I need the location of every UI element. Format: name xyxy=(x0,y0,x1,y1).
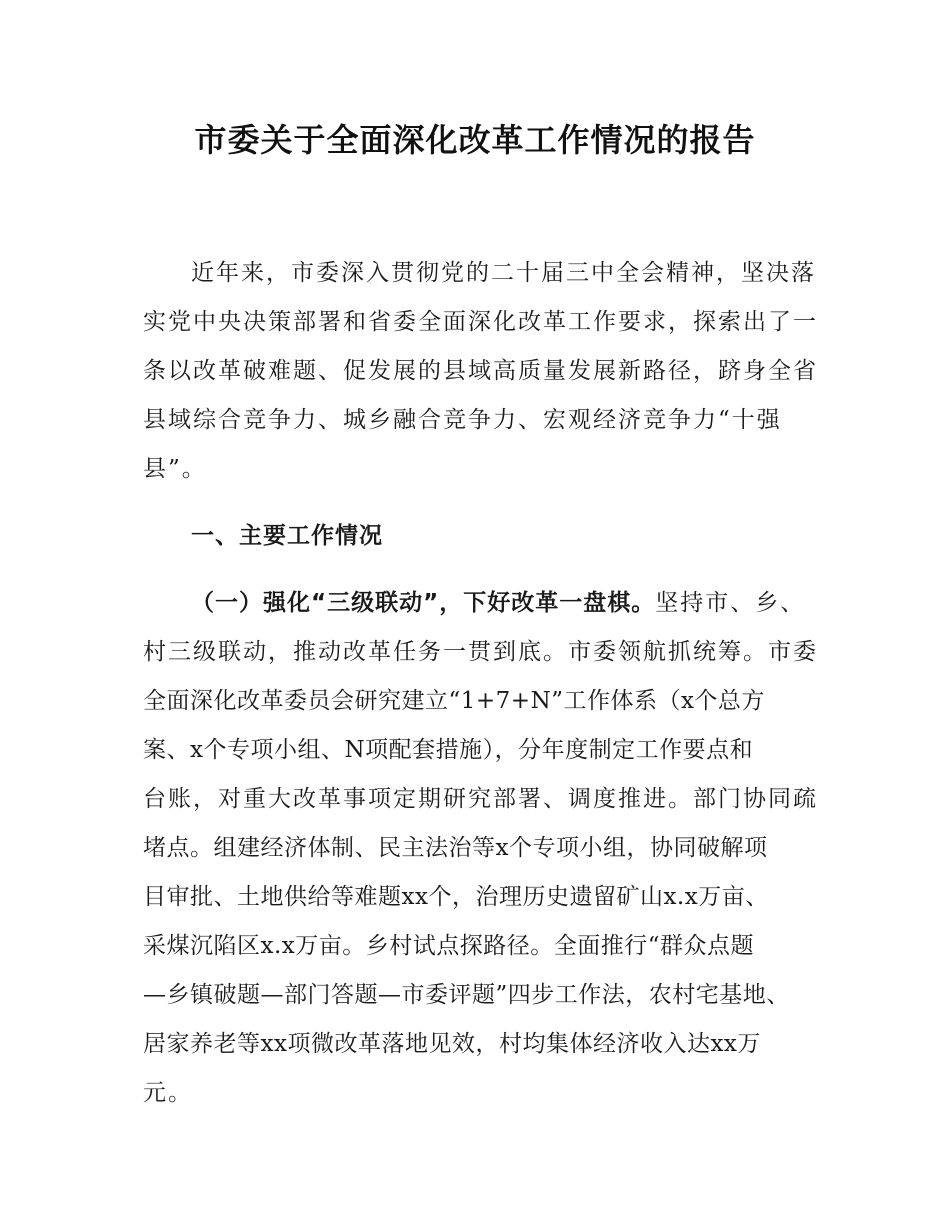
document-title: 市委关于全面深化改革工作情况的报告 xyxy=(194,121,756,159)
subsection-line-4: 案、x个专项小组、N项配套措施），分年度制定工作要点和 xyxy=(143,737,754,763)
subsection-line-7: 目审批、土地供给等难题xx个，治理历史遗留矿山x.x万亩、 xyxy=(143,884,769,910)
subsection-lead: （一）强化“三级联动”，下好改革一盘棋。 xyxy=(191,590,656,616)
subsection-line-3: 全面深化改革委员会研究建立“1+7+N”工作体系（x个总方 xyxy=(143,688,765,714)
section-heading: 一、主要工作情况 xyxy=(191,523,383,549)
intro-line-1: 近年来，市委深入贯彻党的二十届三中全会精神，坚决落 xyxy=(191,260,816,286)
subsection-line-5: 台账，对重大改革事项定期研究部署、调度推进。部门协同疏 xyxy=(143,786,818,812)
intro-line-3: 条以改革破难题、促发展的县域高质量发展新路径，跻身全省 xyxy=(143,358,818,384)
intro-line-4: 县域综合竞争力、城乡融合竞争力、宏观经济竞争力“十强 xyxy=(143,407,782,433)
intro-line-5: 县”。 xyxy=(143,456,207,482)
subsection-line-9: —乡镇破题—部门答题—市委评题”四步工作法，农村宅基地、 xyxy=(143,982,790,1008)
subsection-line-2: 村三级联动，推动改革任务一贯到底。市委领航抓统筹。市委 xyxy=(143,639,818,665)
subsection-first-line-rest: 坚持市、乡、 xyxy=(655,590,806,616)
subsection-line-6: 堵点。组建经济体制、民主法治等x个专项小组，协同破解项 xyxy=(143,835,768,861)
subsection-line-8: 采煤沉陷区x.x万亩。乡村试点探路径。全面推行“群众点题 xyxy=(143,933,755,959)
subsection-line-11: 元。 xyxy=(143,1080,193,1106)
intro-line-2: 实党中央决策部署和省委全面深化改革工作要求，探索出了一 xyxy=(143,309,818,335)
subsection-first-line xyxy=(191,587,805,619)
subsection-line-10: 居家养老等xx项微改革落地见效，村均集体经济收入达xx万 xyxy=(143,1031,761,1057)
